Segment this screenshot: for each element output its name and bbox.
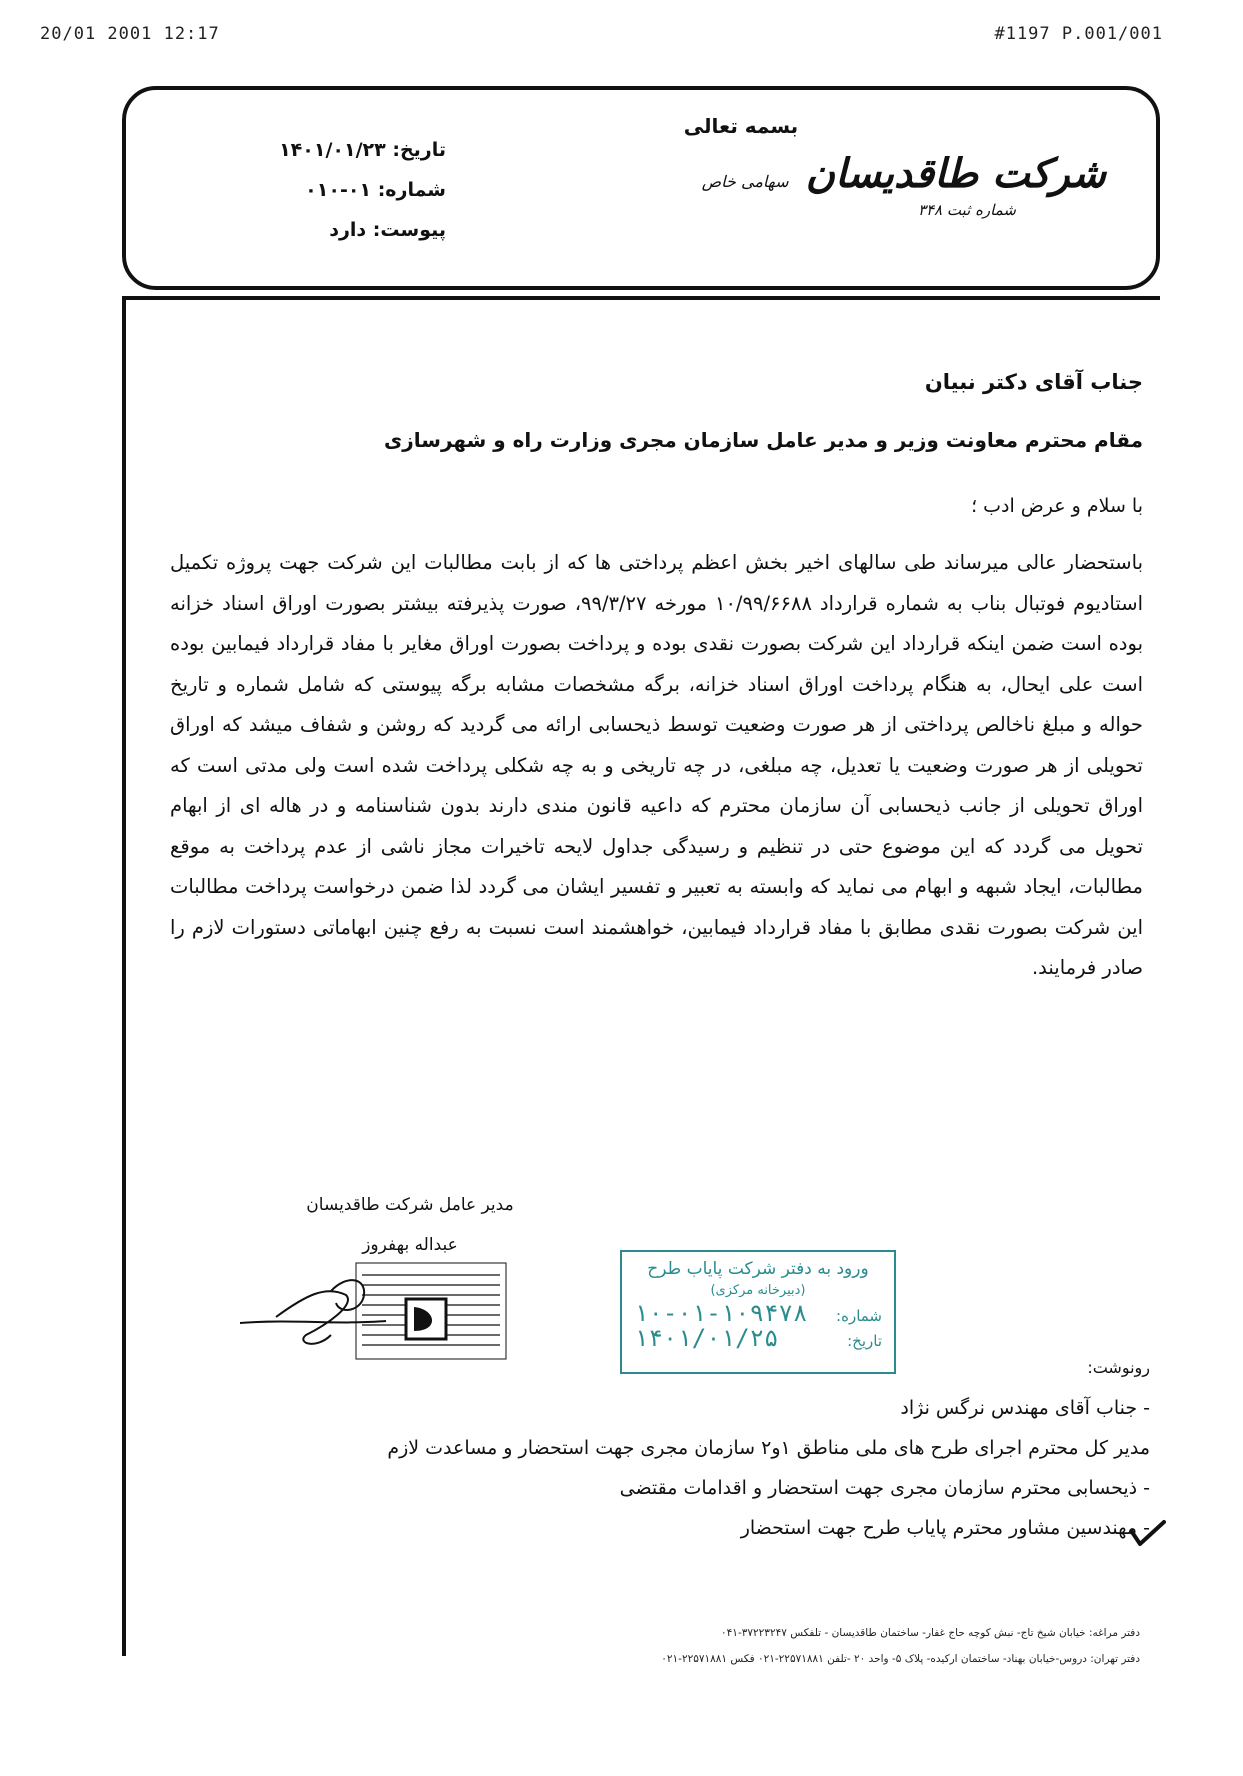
signatory-role: مدیر عامل شرکت طاقدیسان bbox=[306, 1195, 514, 1215]
stamp-date-label: تاریخ: bbox=[847, 1332, 882, 1350]
fax-page-ref: #1197 P.001/001 bbox=[994, 24, 1163, 44]
number-value: ۰۱-۰۱۰ bbox=[305, 179, 372, 201]
stamp-subtitle: (دبیرخانه مرکزی) bbox=[710, 1283, 806, 1298]
attachment-line bbox=[206, 210, 446, 250]
footer-maragheh-office: دفتر مراغه: خیابان شیخ تاج- نبش کوچه حاج غفار- ساختمان طاقدیسان - تلفکس ۳۷۲۲۳۲۴۷-۰۴۱ bbox=[721, 1627, 1140, 1639]
signature-block bbox=[280, 1185, 540, 1265]
cc-item: - مهندسین مشاور محترم پایاب طرح جهت استحضار bbox=[740, 1517, 1150, 1539]
cc-list bbox=[250, 1348, 1150, 1548]
stamp-number-label: شماره: bbox=[836, 1307, 882, 1325]
signatory-name: عبداله بهفروز bbox=[362, 1235, 458, 1255]
letter-body: باستحضار عالی میرساند طی سالهای اخیر بخش اعظم پرداختی ها که از بابت مطالبات این شرکت جهت پروژه تکمیل استادیوم فوتبال بناب به شماره قرارداد ۱۰/۹۹/۶۶۸۸ مورخه ۹۹/۳/۲۷، صورت پذیرفته بیشتر بصورت اوراق اسناد خزانه بوده است ضمن اینکه قرارداد این شرکت بصورت نقدی بوده و پرداخت بصورت اوراق مغایر با مفاد قرارداد فیمابین بوده است علی ایحال، به هنگام پرداخت اوراق اسناد خزانه، برگه مشخصات مشابه برگه پیوستی که شامل شماره و تاریخ حواله و مبلغ ناخالص پرداختی از هر صورت وضعیت توسط ذیحسابی ارائه می گردید که روشن و شفاف میشد که اوراق تحویلی از هر صورت وضعیت یا تعدیل، چه مبلغی، در چه تاریخی و به چه شکلی پرداخت شده است ولی مدتی است که اوراق تحویلی از جانب ذیحسابی آن سازمان محترم که داعیه قانون مندی دارند بدون شناسنامه و در هاله ای از ابهام تحویل می گردد که این موضوع حتی در تنظیم و رسیدگی جداول لایحه تاخیرات مجاز ناشی از عدم پرداخت به موقع مطالبات، ایجاد شبهه و ابهام می نماید که وابسته به تعبیر و تفسیر ایشان می گردد لذا ضمن درخواست پرداخت مطالبات این شرکت بصورت نقدی مطابق با مفاد قرارداد فیمابین، خواهشمند است نسبت به رفع چنین ابهاماتی دستورات لازم را صادر فرمایند. bbox=[170, 551, 1144, 979]
attachment-value: دارد bbox=[329, 219, 367, 241]
footer-tehran-office: دفتر تهران: دروس-خیابان بهناد- ساختمان ارکیده- پلاک ۵- واحد ۲۰ -تلفن ۲۲۵۷۱۸۸۱-۰۲۱ فکس ۲۲۵۷۱۸۸۱-۰۲۱ bbox=[661, 1653, 1140, 1665]
number-label: شماره: bbox=[377, 179, 446, 201]
addressee: جناب آقای دکتر نبیان bbox=[924, 370, 1143, 394]
addressee-position: مقام محترم معاونت وزیر و مدیر عامل سازمان مجری وزارت راه و شهرسازی bbox=[383, 428, 1143, 452]
cc-item: - جناب آقای مهندس نرگس نژاد bbox=[900, 1397, 1150, 1419]
cc-item: مدیر کل محترم اجرای طرح های ملی مناطق ۱و۲ سازمان مجری جهت استحضار و مساعدت لازم bbox=[387, 1437, 1150, 1459]
greeting: با سلام و عرض ادب ؛ bbox=[971, 495, 1143, 517]
stamp-number-value: ۱۰-۰۱-۱۰۹۴۷۸ bbox=[634, 1299, 808, 1327]
number-line bbox=[206, 170, 446, 210]
date-label: تاریخ: bbox=[392, 139, 446, 161]
letterhead-box bbox=[122, 86, 1160, 290]
letter-meta bbox=[206, 130, 446, 250]
cc-title: رونوشت: bbox=[1087, 1358, 1150, 1377]
date-value: ۱۴۰۱/۰۱/۲۳ bbox=[279, 139, 386, 161]
date-line bbox=[206, 130, 446, 170]
stamp-title: ورود به دفتر شرکت پایاب طرح bbox=[647, 1259, 869, 1279]
attachment-label: پیوست: bbox=[372, 219, 446, 241]
bismillah: بسمه تعالی bbox=[683, 114, 799, 138]
footer-addresses bbox=[540, 1620, 1140, 1672]
stamp-date-value: ۱۴۰۱/۰۱/۲۵ bbox=[634, 1324, 779, 1352]
company-name: شرکت طاقدیسان bbox=[805, 150, 1106, 197]
fax-datetime: 20/01 2001 12:17 bbox=[40, 24, 220, 44]
cc-item: - ذیحسابی محترم سازمان مجری جهت استحضار و اقدامات مقتضی bbox=[619, 1477, 1150, 1499]
company-subtitle: سهامی خاص bbox=[701, 172, 789, 191]
company-registration: شماره ثبت ۳۴۸ bbox=[917, 201, 1016, 219]
checkmark-icon bbox=[1130, 1518, 1166, 1548]
company-logo bbox=[702, 150, 1106, 219]
